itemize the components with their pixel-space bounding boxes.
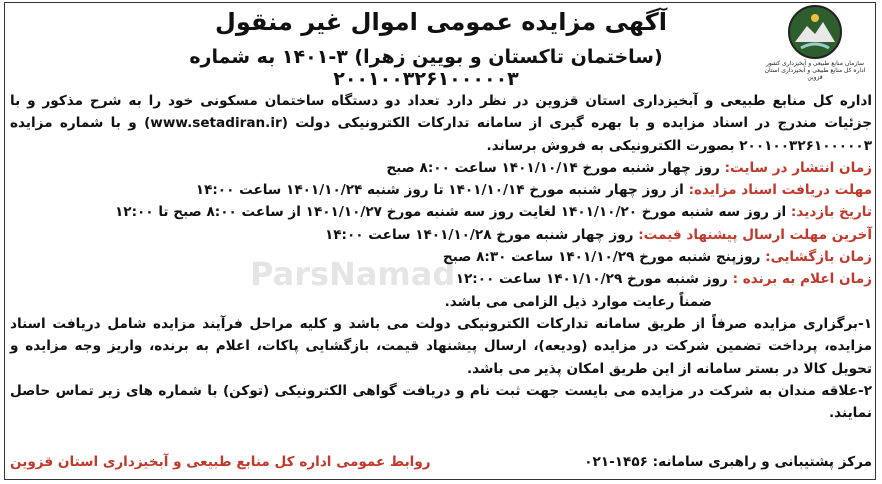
intro-text: تعداد دو دستگاه ساختمان مسکونی خود را به شرح مذکور و با جزئیات مندرج در اسناد مزایده و با بهره گیری از سامانه تدارکات الکترونیکی دولت (www.setadiran.ir) و با شماره مزایده ۲۰۰۱۰۰۳۲۶۱۰۰۰۰۰۳ بصورت الکترونیکی به فروش برساند. [10,93,872,154]
schedule-label: زمان اعلام به برنده : [732,271,872,288]
schedule-item [10,179,872,201]
note-item: ۱-برگزاری مزایده صرفاً از طریق سامانه تدارکات الکترونیکی دولت می باشد و کلیه مراحل فرآیند مزایده شامل دریافت اسناد مزایده، پرداخت تضمین شرکت در مزایده (ودیعه)، ارسال پیشنهاد قیمت، بازگشایی پاکات، اعلام به برنده، واریز وجه مزایده و تحویل کالا در بستر سامانه از این طریق امکان پذیر می باشد. [10,315,872,377]
note-item: ۲-علاقه مندان به شرکت در مزایده می بایست جهت ثبت نام و دریافت گواهی الکترونیکی (توکن) با شماره های زیر تماس حاصل نمایند. [10,382,872,422]
schedule-value: روز شنبه مورخ ۱۴۰۱/۱۰/۲۹ ساعت ۱۲:۰۰ [455,271,733,288]
schedule-label: تاریخ بازدید: [790,204,872,221]
support-center: مرکز پشتیبانی و راهبری سامانه: ۱۴۵۶-۰۲۱ [584,454,872,470]
schedule-item [10,246,872,268]
notice-body [10,90,872,424]
intro-lead: اداره کل منابع طبیعی و آبخیزداری استان قزوین در نظر دارد [446,93,872,109]
notice-footer [10,454,872,470]
mountain-tree-emblem-icon [787,4,843,60]
schedule-value: از روز سه شنبه مورخ ۱۴۰۱/۱۰/۲۰ لغایت روز سه شنبه مورخ ۱۴۰۱/۱۰/۲۷ از ساعت ۸:۰۰ صبح تا ۱۲:۰۰ [114,204,791,221]
schedule-label: زمان بازگشایی: [765,249,872,266]
watermark: ParsNamad [250,255,456,293]
notice-title: آگهی مزایده عمومی اموال غیر منقول [215,8,667,36]
schedule-item [10,224,872,246]
schedule-value: روز چهار شنبه مورخ ۱۴۰۱/۱۰/۱۴ ساعت ۸:۰۰ صبح [386,159,725,176]
organization-logo [756,4,874,86]
logo-caption-2: اداره کل منابع طبیعی و آبخیزداری استان قزوین [764,67,866,81]
schedule-value: از روز چهار شنبه مورخ ۱۴۰۱/۱۰/۱۴ تا روز شنبه ۱۴۰۱/۱۰/۲۴ ساعت ۱۴:۰۰ [195,182,689,199]
logo-caption-1: سازمان منابع طبیعی و آبخیزداری کشور [765,60,865,67]
schedule-value: روزپنج شنبه مورخ ۱۴۰۱/۱۰/۲۹ ساعت ۸:۳۰ صبح [442,249,766,266]
schedule-value: روز چهار شنبه مورخ ۱۴۰۱/۱۰/۲۸ ساعت ۱۴:۰۰ [324,226,639,243]
notice-subtitle: (ساختمان تاکستان و بویین زهرا) ۳-۱۴۰۱ به شماره ۲۰۰۱۰۰۳۲۶۱۰۰۰۰۰۳ [189,46,663,90]
schedule-label: مهلت دریافت اسناد مزایده: [688,182,872,199]
intro-paragraph [10,90,872,157]
schedule-item [10,157,872,179]
schedule-item [10,201,872,223]
schedule-label: آخرین مهلت ارسال پیشنهاد قیمت: [638,226,872,243]
public-relations-signature: روابط عمومی اداره کل منابع طبیعی و آبخیزداری استان قزوین [10,454,431,470]
schedule-item [10,268,872,290]
schedule-label: زمان انتشار در سایت: [724,159,872,176]
notes-intro: ضمناً رعایت موارد ذیل الزامی می باشد. [444,293,712,310]
